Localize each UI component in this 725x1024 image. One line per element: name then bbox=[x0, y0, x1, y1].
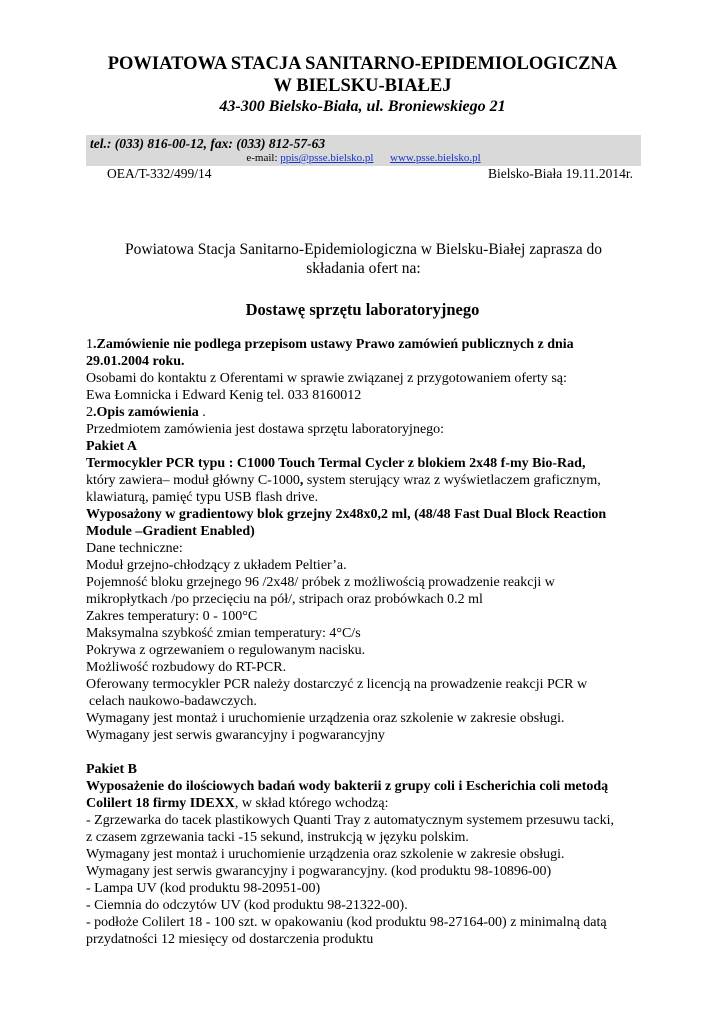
contact-box bbox=[86, 135, 641, 166]
spec-expand: Możliwość rozbudowy do RT-PCR. bbox=[86, 660, 287, 675]
section1-heading-cont: 29.01.2004 roku. bbox=[86, 354, 185, 369]
email-line bbox=[86, 151, 641, 165]
spec-cover: Pokrywa z ogrzewaniem o regulowanym nacisku. bbox=[86, 643, 366, 658]
spec-temperature: Zakres temperatury: 0 - 100°C bbox=[86, 609, 258, 624]
pakiet-b-item-sealer: - Zgrzewarka do tacek plastikowych Quanti Tray z automatycznym systemem przesuwu tacki, bbox=[86, 813, 614, 828]
pakiet-b-item-uv-lamp: - Lampa UV (kod produktu 98-20951-00) bbox=[86, 881, 321, 896]
pakiet-b-title: Pakiet B bbox=[86, 762, 137, 777]
institution-address: 43-300 Bielsko-Biała, ul. Broniewskiego 21 bbox=[219, 98, 506, 115]
spec-install: Wymagany jest montaż i uruchomienie urządzenia oraz szkolenie w zakresie obsługi. bbox=[86, 711, 565, 726]
pakiet-b-heading-2: Colilert 18 firmy IDEXX, w skład którego wchodzą: bbox=[86, 796, 389, 811]
pakiet-b-heading: Wyposażenie do ilościowych badań wody bakterii z grupy coli i Escherichia coli metodą bbox=[86, 779, 609, 794]
section2-subject: Przedmiotem zamówienia jest dostawa sprzętu laboratoryjnego: bbox=[86, 422, 445, 437]
spec-module: Moduł grzejno-chłodzący z układem Peltier’a. bbox=[86, 558, 347, 573]
intro-line-1: Powiatowa Stacja Sanitarno-Epidemiologiczna w Bielsku-Białej zaprasza do bbox=[125, 241, 602, 258]
pakiet-b-item-sealer-2: z czasem zgrzewania tacki -15 sekund, instrukcją w języku polskim. bbox=[86, 830, 469, 845]
section1-heading: 1.Zamówienie nie podlega przepisom ustawy Prawo zamówień publicznych z dnia bbox=[86, 337, 574, 352]
document-body bbox=[86, 336, 646, 948]
pakiet-a-device-line: który zawiera– moduł główny C-1000, system sterujący wraz z wyświetlaczem graficznym, bbox=[86, 473, 601, 488]
pakiet-a-device-heading: Termocykler PCR typu : C1000 Touch Termal Cycler z blokiem 2x48 f-my Bio-Rad, bbox=[86, 456, 586, 471]
spec-capacity-2: mikropłytkach /po przecięciu na pół/, stripach oraz probówkach 0.2 ml bbox=[86, 592, 483, 607]
pakiet-b-item-medium: - podłoże Colilert 18 - 100 szt. w opakowaniu (kod produktu 98-27164-00) z minimalną datą bbox=[86, 915, 607, 930]
spec-speed: Maksymalna szybkość zmian temperatury: 4°C/s bbox=[86, 626, 361, 641]
institution-name: POWIATOWA STACJA SANITARNO-EPIDEMIOLOGICZNA bbox=[107, 54, 618, 74]
reference-number: OEA/T-332/499/14 bbox=[107, 166, 212, 181]
pakiet-a-equip-heading-2: Module –Gradient Enabled) bbox=[86, 524, 255, 539]
section2-heading: 2.Opis zamówienia . bbox=[86, 405, 206, 420]
spec-service: Wymagany jest serwis gwarancyjny i pogwarancyjny bbox=[86, 728, 385, 743]
spec-license-2: celach naukowo-badawczych. bbox=[89, 694, 257, 709]
offer-subject: Dostawę sprzętu laboratoryjnego bbox=[245, 300, 480, 319]
pakiet-a-equip-heading: Wyposażony w gradientowy blok grzejny 2x48x0,2 ml, (48/48 Fast Dual Block Reaction bbox=[86, 507, 607, 522]
contact-persons-names: Ewa Łomnicka i Edward Kenig tel. 033 8160012 bbox=[86, 388, 362, 403]
website-link[interactable]: www.psse.bielsko.pl bbox=[390, 152, 481, 164]
pakiet-a-title: Pakiet A bbox=[86, 439, 137, 454]
tech-data-label: Dane techniczne: bbox=[86, 541, 183, 556]
pakiet-b-item-darkroom: - Ciemnia do odczytów UV (kod produktu 98-21322-00). bbox=[86, 898, 408, 913]
email-label: e-mail: bbox=[246, 152, 281, 164]
pakiet-b-item-medium-2: przydatności 12 miesięcy od dostarczenia produktu bbox=[86, 932, 374, 947]
intro-line-2: składania ofert na: bbox=[306, 260, 421, 277]
pakiet-b-item-sealer-3: Wymagany jest montaż i uruchomienie urządzenia oraz szkolenie w zakresie obsługi. bbox=[86, 847, 565, 862]
spec-capacity: Pojemność bloku grzejnego 96 /2x48/ próbek z możliwością prowadzenie reakcji w bbox=[86, 575, 555, 590]
pakiet-a-device-line-2: klawiaturą, pamięć typu USB flash drive. bbox=[86, 490, 319, 505]
tel-fax: tel.: (033) 816-00-12, fax: (033) 812-57-63 bbox=[90, 136, 326, 151]
place-date: Bielsko-Biała 19.11.2014r. bbox=[488, 166, 633, 181]
pakiet-b-item-sealer-4: Wymagany jest serwis gwarancyjny i pogwarancyjny. (kod produktu 98-10896-00) bbox=[86, 864, 552, 879]
email-link[interactable]: ppis@psse.bielsko.pl bbox=[280, 152, 374, 164]
contact-persons-line: Osobami do kontaktu z Oferentami w sprawie związanej z przygotowaniem oferty są: bbox=[86, 371, 567, 386]
spec-license: Oferowany termocykler PCR należy dostarczyć z licencją na prowadzenie reakcji PCR w bbox=[86, 677, 588, 692]
institution-city: W BIELSKU-BIAŁEJ bbox=[273, 76, 452, 96]
